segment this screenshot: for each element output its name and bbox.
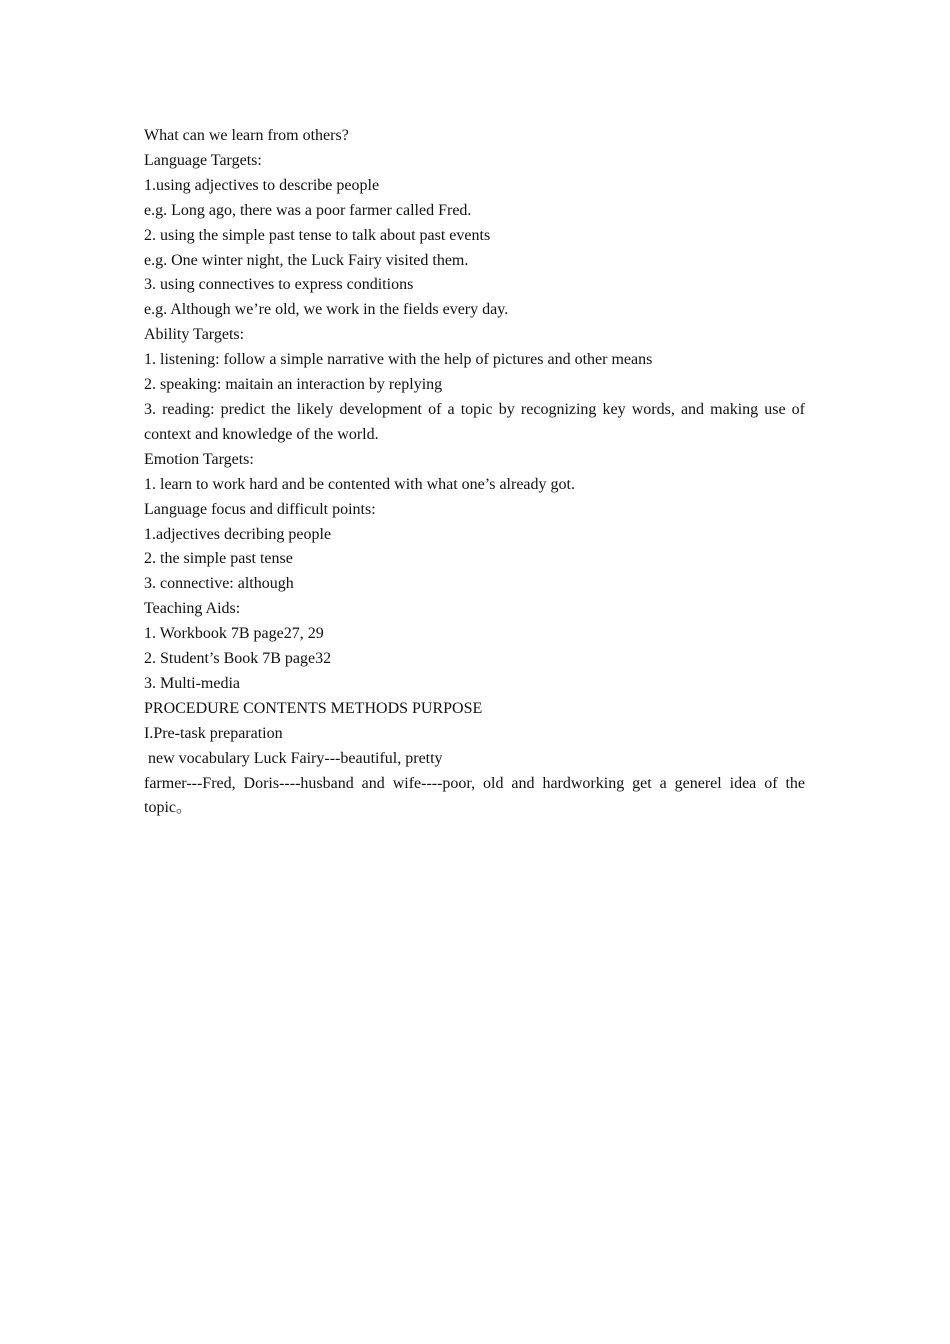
text-line: 2. using the simple past tense to talk about past events xyxy=(144,226,491,244)
document-body xyxy=(144,124,805,821)
heading-ability-targets: Ability Targets: xyxy=(144,326,245,344)
text-line: 2. speaking: maitain an interaction by replying xyxy=(144,376,443,394)
text-line: new vocabulary Luck Fairy---beautiful, pretty xyxy=(144,749,443,767)
heading-language-focus: Language focus and difficult points: xyxy=(144,500,376,518)
text-line: e.g. Long ago, there was a poor farmer called Fred. xyxy=(144,201,472,219)
heading-language-targets: Language Targets: xyxy=(144,151,262,169)
text-line: e.g. Although we’re old, we work in the fields every day. xyxy=(144,301,509,319)
document-title: What can we learn from others? xyxy=(144,127,349,144)
heading-procedure: PROCEDURE CONTENTS METHODS PURPOSE xyxy=(144,699,483,717)
text-line: 2. the simple past tense xyxy=(144,550,293,568)
text-line: 3. using connectives to express conditions xyxy=(144,276,414,294)
heading-emotion-targets: Emotion Targets: xyxy=(144,450,254,468)
text-line: 1.adjectives decribing people xyxy=(144,525,332,543)
text-line: 2. Student’s Book 7B page32 xyxy=(144,650,332,668)
text-paragraph: farmer---Fred, Doris----husband and wife----poor, old and hardworking get a generel idea of the topic。 xyxy=(144,774,805,817)
text-paragraph: 3. reading: predict the likely development of a topic by recognizing key words, and making use of context and knowledge of the world. xyxy=(144,400,805,443)
text-line: 1. Workbook 7B page27, 29 xyxy=(144,625,324,643)
text-line: 3. Multi-media xyxy=(144,674,240,692)
heading-pre-task: I.Pre-task preparation xyxy=(144,724,283,742)
text-line: e.g. One winter night, the Luck Fairy visited them. xyxy=(144,251,469,269)
heading-teaching-aids: Teaching Aids: xyxy=(144,600,241,618)
text-line: 1.using adjectives to describe people xyxy=(144,176,380,194)
text-line: 1. listening: follow a simple narrative with the help of pictures and other means xyxy=(144,351,653,369)
text-line: 3. connective: although xyxy=(144,575,294,593)
text-line: 1. learn to work hard and be contented with what one’s already got. xyxy=(144,475,575,493)
